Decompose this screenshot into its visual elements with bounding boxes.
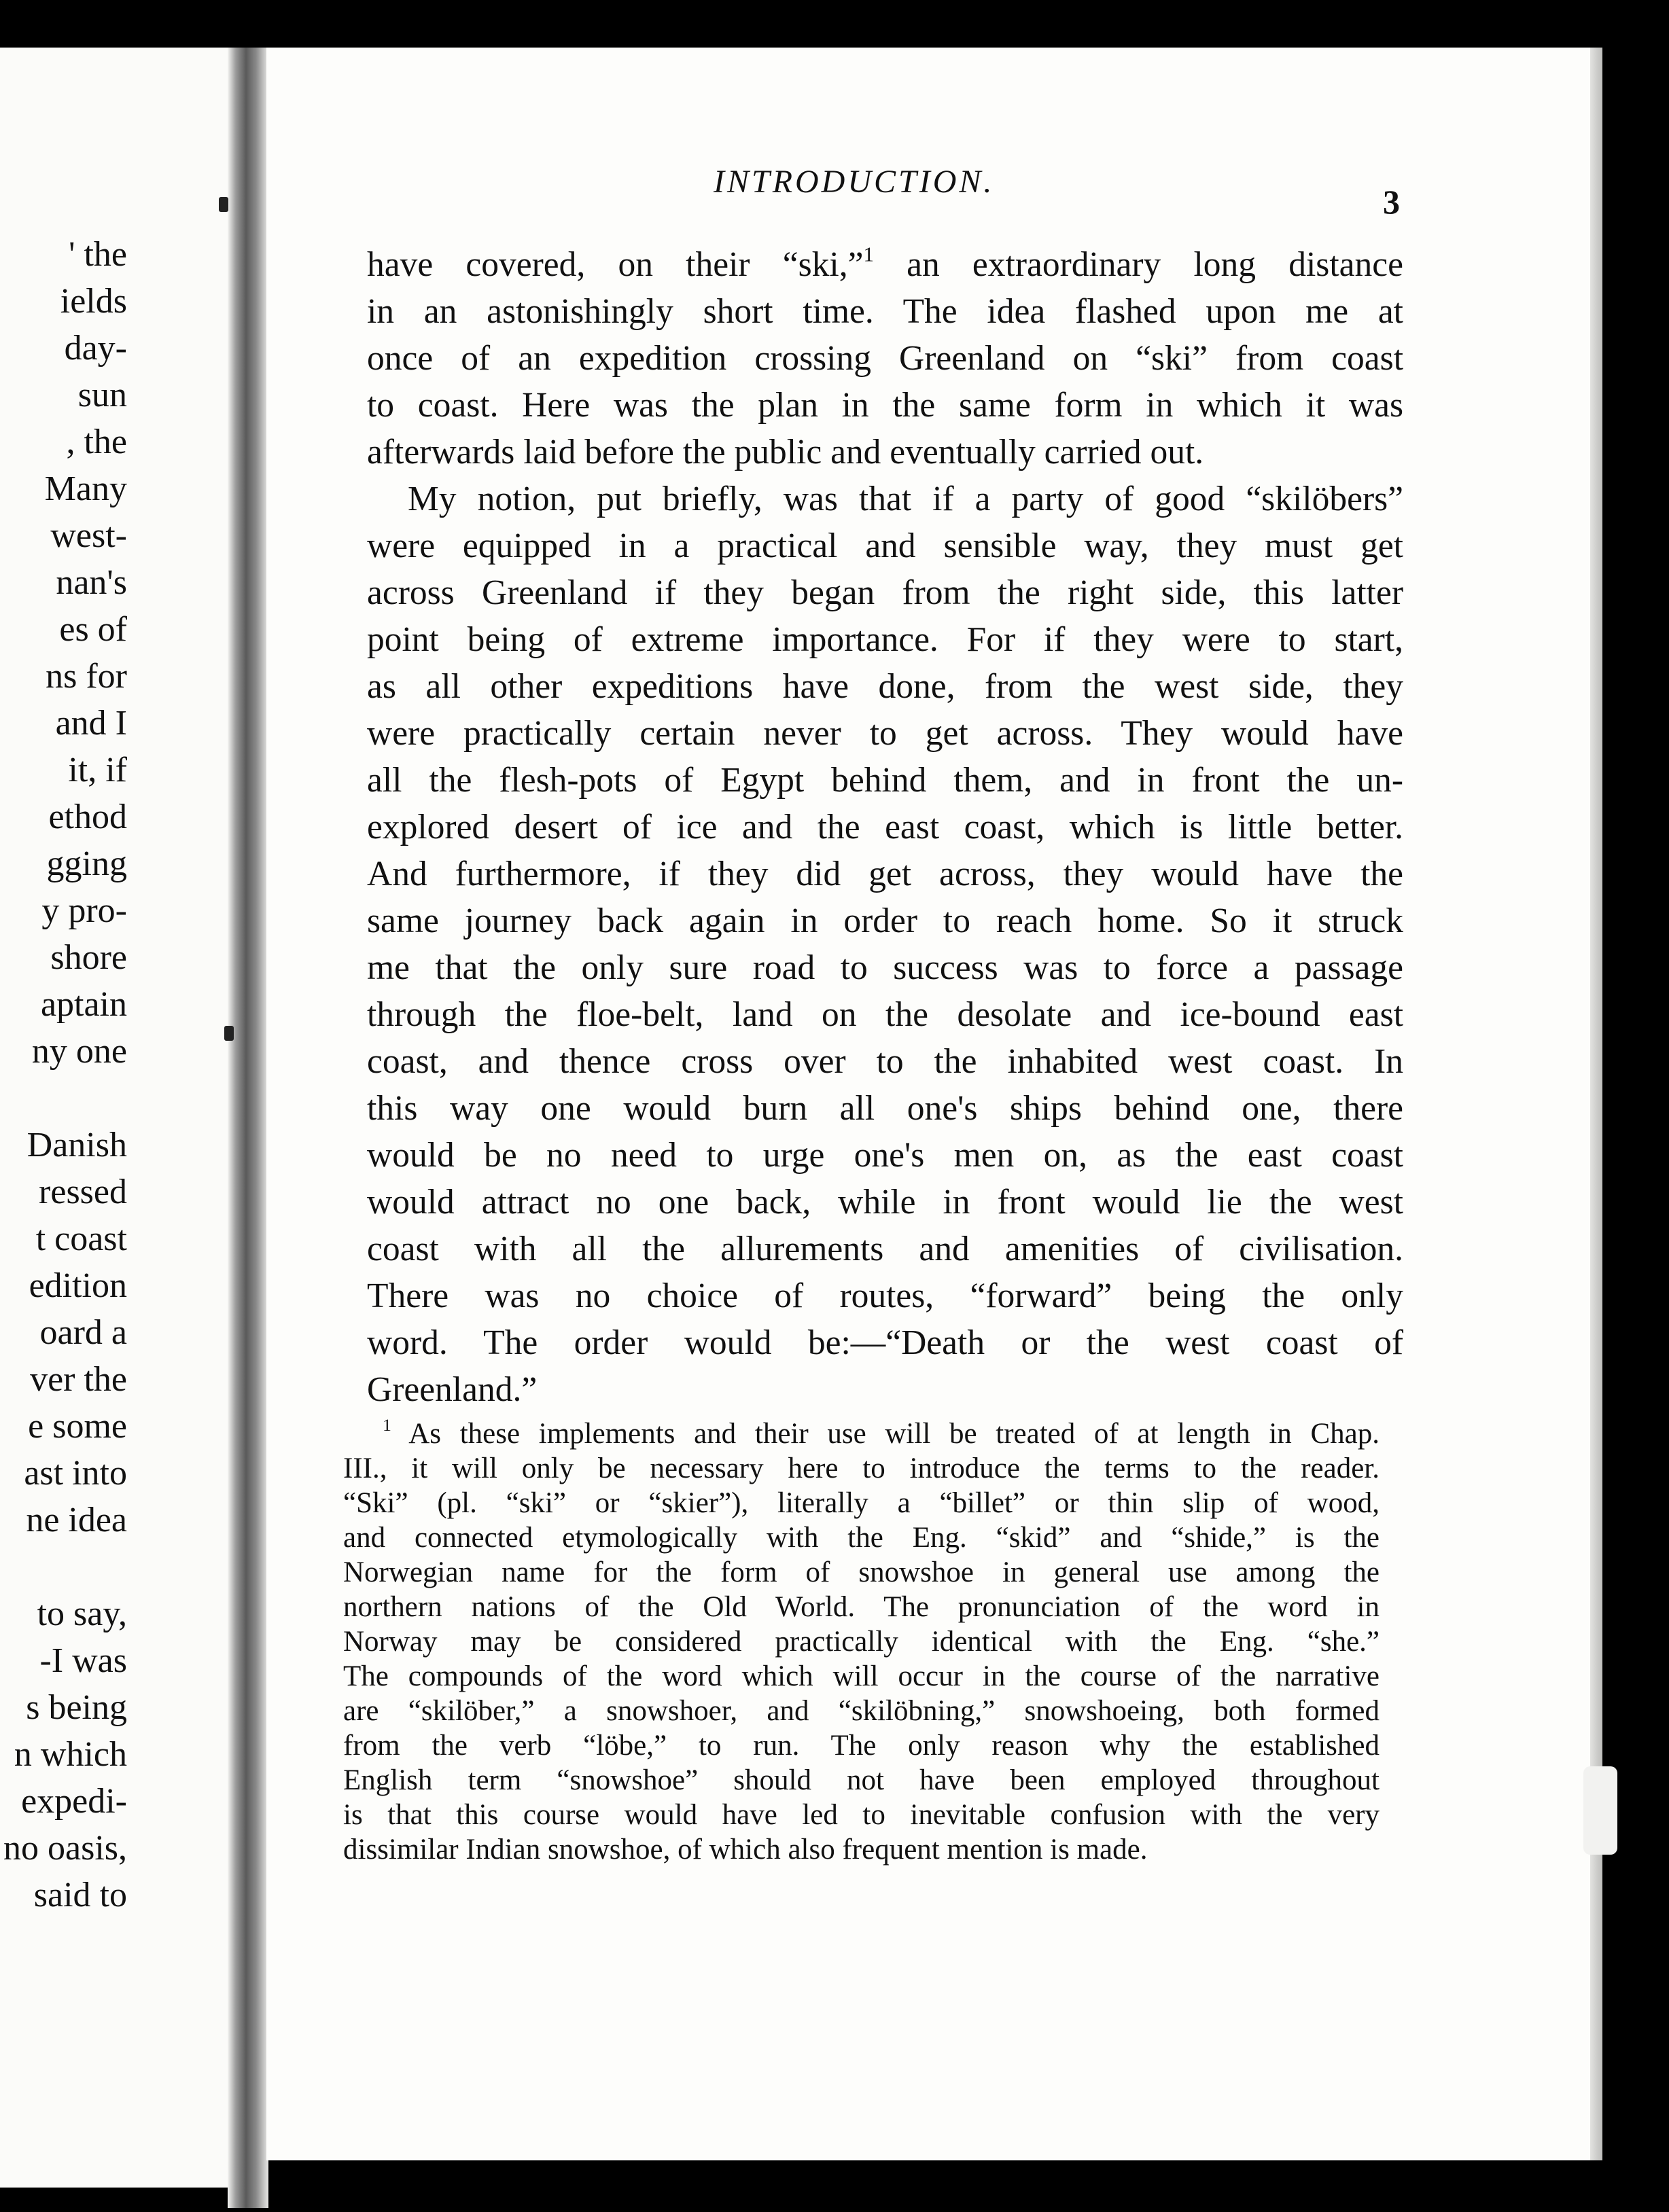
text-line: point being of extreme importance. For if they were to start, [367,620,1403,659]
left-line: and I [55,704,127,743]
left-line: ver the [30,1360,127,1399]
footnote-line: The compounds of the word which will occur in the course of the narrative [343,1660,1380,1692]
text-line: were equipped in a practical and sensible way, they must get [367,527,1403,565]
left-line: ne idea [26,1501,127,1539]
text-line: And furthermore, if they did get across, they would have the [367,855,1403,893]
left-line: nan's [56,563,127,602]
left-line: shore [50,938,127,977]
text-line: me that the only sure road to success was to force a passage [367,948,1403,987]
text-line [367,241,1403,288]
left-line: s being [26,1688,127,1727]
text-line: word. The order would be:—“Death or the west coast of [367,1323,1403,1362]
text-line: as all other expeditions have done, from the west side, they [367,667,1403,706]
left-line: ny one [31,1032,127,1071]
book-gutter-shadow [228,48,268,2208]
text-line: would be no need to urge one's men on, as the east coast [367,1136,1403,1175]
left-line: no oasis, [3,1829,127,1868]
left-line: said to [33,1876,127,1914]
footnote-line: and connected etymologically with the Eng. “skid” and “shide,” is the [343,1522,1380,1554]
footnote-line: dissimilar Indian snowshoe, of which also frequent mention is made. [343,1834,1148,1866]
text-segment: As these implements and their use will be treated of at length in Chap. [391,1418,1380,1450]
footnote-line: northern nations of the Old World. The pronunciation of the word in [343,1591,1380,1623]
left-line: t coast [35,1219,127,1258]
left-line: it, if [68,751,127,789]
gutter-mark [219,197,228,212]
footnote-line: III., it will only be necessary here to introduce the terms to the reader. [343,1452,1380,1484]
page-number: 3 [1383,183,1400,221]
left-line: oard a [39,1313,127,1352]
left-page-text [0,231,127,1919]
footnote-marker: 1 [383,1414,391,1435]
left-line: to say, [37,1594,127,1633]
left-line: day- [64,329,127,368]
footnote-line: Norway may be considered practically identical with the Eng. “she.” [343,1626,1380,1658]
left-line: expedi- [21,1782,127,1821]
text-line: would attract no one back, while in front would lie the west [367,1183,1403,1221]
footnote-line: Norwegian name for the form of snowshoe in general use among the [343,1556,1380,1588]
left-line: ethod [48,798,127,836]
main-text [367,241,1403,1413]
text-line: to coast. Here was the plan in the same form in which it was [367,386,1403,425]
left-line: Many [44,469,127,508]
running-head: INTRODUCTION. [714,164,995,200]
left-line: y pro- [41,891,127,930]
text-line: across Greenland if they began from the right side, this latter [367,573,1403,612]
left-line: ns for [46,657,127,696]
text-line: coast, and thence cross over to the inhabited west coast. In [367,1042,1403,1081]
paragraph-first-line: My notion, put briefly, was that if a party of good “skilöbers” [408,480,1403,518]
footnote-line: English term “snowshoe” should not have been employed throughout [343,1764,1380,1796]
left-line: ast into [24,1454,127,1493]
left-line [0,1075,127,1122]
left-line: -I was [39,1641,127,1680]
text-segment: have covered, on their “ski,” [367,245,864,284]
text-line: all the flesh-pots of Egypt behind them, and in front the un- [367,761,1403,800]
left-line: west- [50,516,127,555]
left-line: gging [46,844,127,883]
gutter-mark [224,1026,234,1041]
footnote-line: “Ski” (pl. “ski” or “skier”), literally a “billet” or thin slip of wood, [343,1487,1380,1519]
left-line: ields [60,282,127,321]
text-line: through the floe-belt, land on the desolate and ice-bound east [367,995,1403,1034]
footnote-line [343,1416,1380,1451]
left-line: e some [28,1407,127,1446]
text-segment: an extraordinary long distance [873,245,1403,284]
text-line: afterwards laid before the public and eventually carried out. [367,433,1204,471]
left-line: ressed [39,1173,127,1211]
left-line: es of [59,610,127,649]
text-line: explored desert of ice and the east coast, which is little better. [367,808,1403,846]
text-line: Greenland.” [367,1370,538,1409]
footnote-reference: 1 [863,242,874,266]
page-tab-fragment [1583,1766,1617,1855]
left-line: n which [14,1735,127,1774]
left-line: Danish [27,1126,127,1164]
text-line: in an astonishingly short time. The idea flashed upon me at [367,292,1403,331]
text-line: were practically certain never to get across. They would have [367,714,1403,753]
left-line: ' the [69,235,127,274]
footnote [343,1416,1380,1867]
footnote-line: is that this course would have led to inevitable confusion with the very [343,1799,1380,1831]
left-line [0,1544,127,1590]
text-line: There was no choice of routes, “forward” being the only [367,1277,1403,1315]
left-line: , the [66,423,127,461]
text-line: this way one would burn all one's ships behind one, there [367,1089,1403,1128]
left-line: aptain [40,985,127,1024]
footnote-line: from the verb “löbe,” to run. The only reason why the established [343,1730,1380,1762]
left-line: sun [77,376,127,414]
text-line: same journey back again in order to reach home. So it struck [367,902,1403,940]
footnote-line: are “skilöber,” a snowshoer, and “skilöbning,” snowshoeing, both formed [343,1695,1380,1727]
left-line: edition [29,1266,127,1305]
text-line: coast with all the allurements and amenities of civilisation. [367,1230,1403,1268]
text-line: once of an expedition crossing Greenland on “ski” from coast [367,339,1403,378]
scan-border [1602,41,1669,2212]
left-facing-page [0,48,253,2188]
